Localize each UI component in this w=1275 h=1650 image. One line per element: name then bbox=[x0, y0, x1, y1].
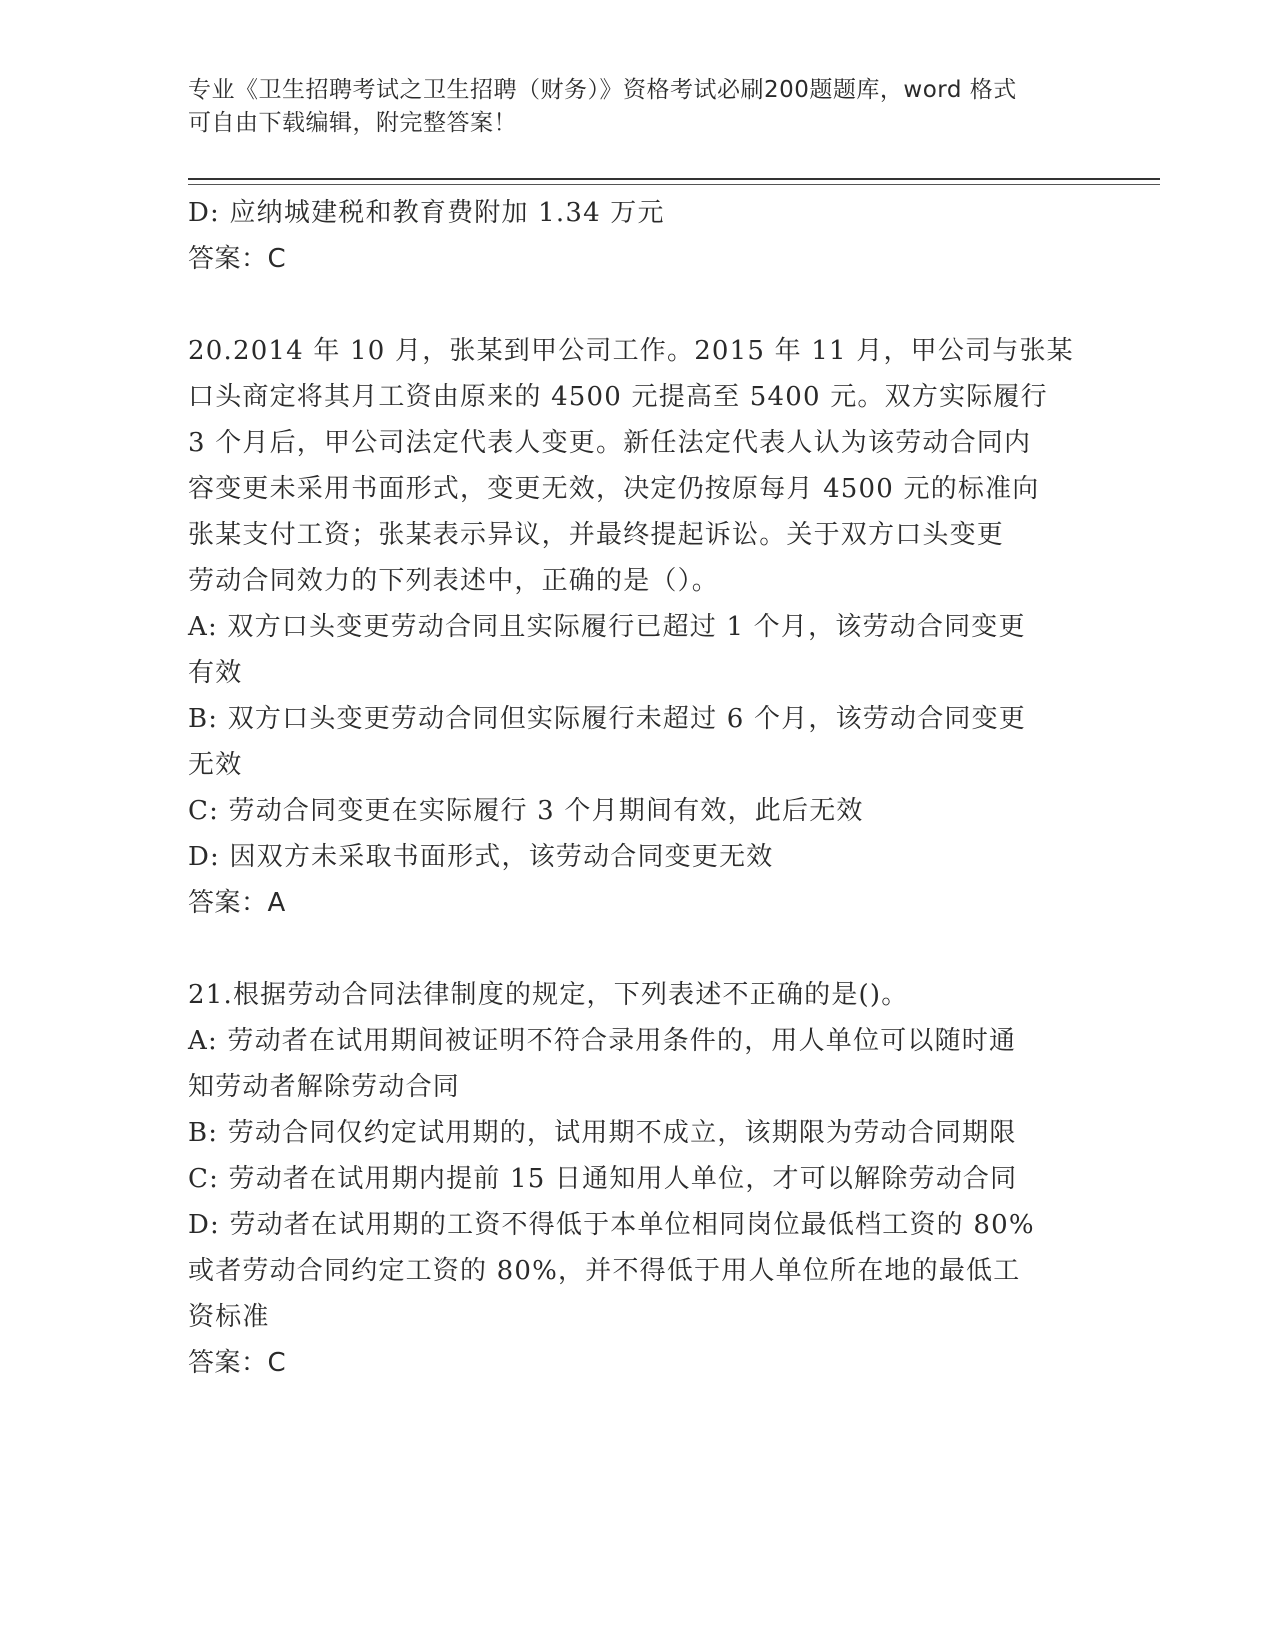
header-divider-thin bbox=[188, 184, 1160, 185]
spacer bbox=[188, 282, 1088, 328]
q21-option-d: D: 劳动者在试用期的工资不得低于本单位相同岗位最低档工资的 80% bbox=[188, 1210, 1035, 1240]
header-line-2: 可自由下载编辑，附完整答案！ bbox=[188, 110, 517, 136]
question-20 bbox=[188, 328, 1088, 926]
q21-option-c: C: 劳动者在试用期内提前 15 日通知用人单位，才可以解除劳动合同 bbox=[188, 1164, 1018, 1194]
q21-option-d-cont: 资标准 bbox=[188, 1302, 270, 1332]
q21-option-d-cont: 或者劳动合同约定工资的 80%，并不得低于用人单位所在地的最低工 bbox=[188, 1256, 1021, 1286]
header-line-1: 专业《卫生招聘考试之卫生招聘（财务）》资格考试必刷200题题库，word 格式 bbox=[188, 77, 1017, 103]
q20-answer: 答案：A bbox=[188, 888, 286, 918]
q20-option-a: A: 双方口头变更劳动合同且实际履行已超过 1 个月，该劳动合同变更 bbox=[188, 612, 1026, 642]
q19-option-d: D: 应纳城建税和教育费附加 1.34 万元 bbox=[188, 198, 665, 228]
question-21 bbox=[188, 972, 1088, 1386]
q20-option-b: B: 双方口头变更劳动合同但实际履行未超过 6 个月，该劳动合同变更 bbox=[188, 704, 1027, 734]
q20-stem-line: 劳动合同效力的下列表述中，正确的是（）。 bbox=[188, 566, 720, 596]
q20-stem-line: 3 个月后，甲公司法定代表人变更。新任法定代表人认为该劳动合同内 bbox=[188, 428, 1032, 458]
q21-option-a-cont: 知劳动者解除劳动合同 bbox=[188, 1072, 461, 1102]
q20-option-a-cont: 有效 bbox=[188, 658, 243, 688]
document-header bbox=[188, 74, 1088, 140]
q20-option-d: D: 因双方未采取书面形式，该劳动合同变更无效 bbox=[188, 842, 774, 872]
document-body bbox=[188, 190, 1088, 1386]
q21-option-a: A: 劳动者在试用期间被证明不符合录用条件的，用人单位可以随时通 bbox=[188, 1026, 1017, 1056]
header-divider-thick bbox=[188, 178, 1160, 180]
q20-stem-line: 张某支付工资；张某表示异议，并最终提起诉讼。关于双方口头变更 bbox=[188, 520, 1005, 550]
q20-option-c: C: 劳动合同变更在实际履行 3 个月期间有效，此后无效 bbox=[188, 796, 864, 826]
q19-answer: 答案：C bbox=[188, 244, 287, 274]
q21-stem: 21.根据劳动合同法律制度的规定，下列表述不正确的是()。 bbox=[188, 980, 909, 1010]
q21-option-b: B: 劳动合同仅约定试用期的，试用期不成立，该期限为劳动合同期限 bbox=[188, 1118, 1017, 1148]
question-19-tail bbox=[188, 190, 1088, 282]
q20-option-b-cont: 无效 bbox=[188, 750, 243, 780]
q20-stem-line: 20.2014 年 10 月，张某到甲公司工作。2015 年 11 月，甲公司与张某 bbox=[188, 336, 1074, 366]
q20-stem-line: 容变更未采用书面形式，变更无效，决定仍按原每月 4500 元的标准向 bbox=[188, 474, 1040, 504]
q21-answer: 答案：C bbox=[188, 1348, 287, 1378]
spacer bbox=[188, 926, 1088, 972]
q20-stem-line: 口头商定将其月工资由原来的 4500 元提高至 5400 元。双方实际履行 bbox=[188, 382, 1048, 412]
